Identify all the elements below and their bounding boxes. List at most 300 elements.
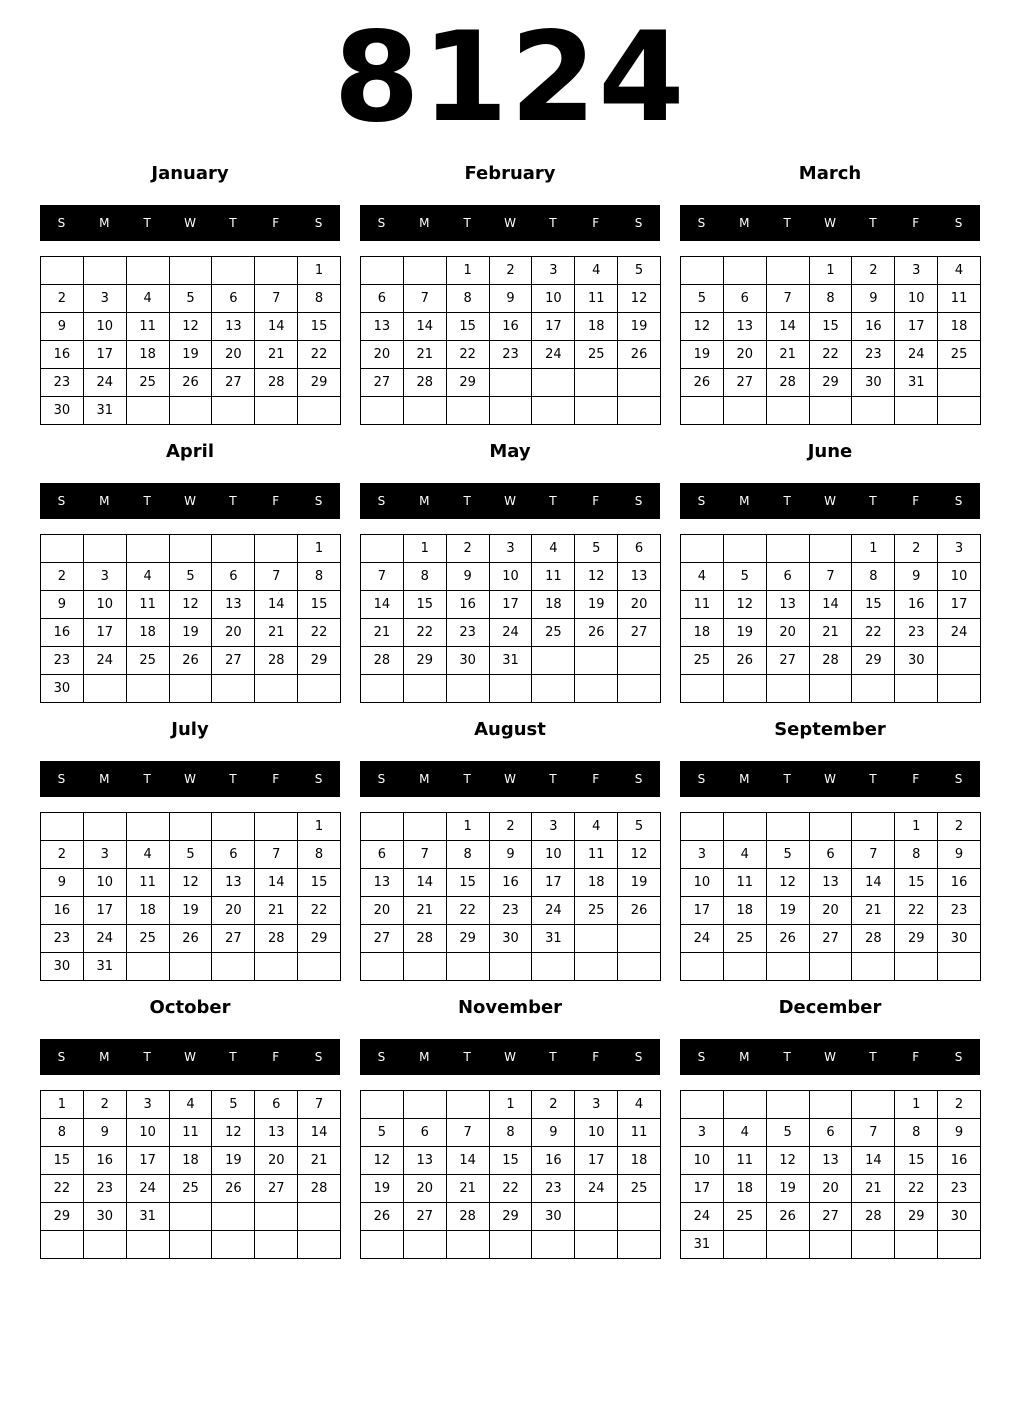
day-cell: 11 <box>532 563 575 591</box>
days-grid <box>680 1090 981 1259</box>
day-cell: 20 <box>255 1147 298 1175</box>
empty-day-cell <box>810 535 853 563</box>
day-cell: 1 <box>298 813 341 841</box>
day-cell: 19 <box>170 619 213 647</box>
empty-day-cell <box>852 675 895 703</box>
day-cell: 24 <box>532 897 575 925</box>
day-cell: 16 <box>490 869 533 897</box>
day-cell: 16 <box>84 1147 127 1175</box>
weekday-label: S <box>697 216 706 230</box>
weekday-label: F <box>912 216 920 230</box>
day-cell: 15 <box>298 591 341 619</box>
weekday-label: S <box>954 216 963 230</box>
day-cell: 3 <box>84 563 127 591</box>
day-cell: 30 <box>895 647 938 675</box>
weekday-label: T <box>463 772 471 786</box>
weekday-label: S <box>697 1050 706 1064</box>
day-cell: 29 <box>298 369 341 397</box>
weekday-header <box>40 1039 340 1075</box>
day-cell: 19 <box>361 1175 404 1203</box>
empty-day-cell <box>490 397 533 425</box>
day-cell: 3 <box>127 1091 170 1119</box>
empty-day-cell <box>212 675 255 703</box>
day-cell: 27 <box>810 1203 853 1231</box>
empty-day-cell <box>618 953 661 981</box>
day-cell: 20 <box>810 897 853 925</box>
month-name: November <box>457 997 563 1018</box>
day-cell: 21 <box>767 341 810 369</box>
month-name: June <box>807 441 853 462</box>
day-cell: 12 <box>618 841 661 869</box>
day-cell: 27 <box>212 369 255 397</box>
weekday-label: S <box>697 772 706 786</box>
day-cell: 28 <box>404 369 447 397</box>
day-cell: 27 <box>361 925 404 953</box>
empty-day-cell <box>298 953 341 981</box>
day-cell: 27 <box>810 925 853 953</box>
day-cell: 16 <box>41 341 84 369</box>
weekday-label: W <box>184 1050 196 1064</box>
day-cell: 23 <box>447 619 490 647</box>
day-cell: 30 <box>41 675 84 703</box>
weekday-label: W <box>504 494 516 508</box>
day-cell: 13 <box>618 563 661 591</box>
day-cell: 10 <box>532 841 575 869</box>
day-cell: 16 <box>895 591 938 619</box>
day-cell: 17 <box>127 1147 170 1175</box>
day-cell: 31 <box>127 1203 170 1231</box>
day-cell: 2 <box>41 563 84 591</box>
day-cell: 16 <box>41 897 84 925</box>
weekday-label: M <box>99 494 110 508</box>
weekday-label: T <box>143 494 151 508</box>
weekday-label: M <box>739 494 750 508</box>
day-cell: 18 <box>575 313 618 341</box>
day-cell: 22 <box>810 341 853 369</box>
day-cell: 4 <box>575 257 618 285</box>
day-cell: 11 <box>127 313 170 341</box>
weekday-label: T <box>229 494 237 508</box>
empty-day-cell <box>170 675 213 703</box>
days-grid <box>40 1090 341 1259</box>
empty-day-cell <box>447 1091 490 1119</box>
weekday-label: T <box>869 772 877 786</box>
empty-day-cell <box>724 1091 767 1119</box>
day-cell: 3 <box>532 257 575 285</box>
empty-day-cell <box>170 535 213 563</box>
day-cell: 13 <box>810 1147 853 1175</box>
empty-day-cell <box>404 257 447 285</box>
empty-day-cell <box>618 1231 661 1259</box>
empty-day-cell <box>255 257 298 285</box>
empty-day-cell <box>532 369 575 397</box>
empty-day-cell <box>170 397 213 425</box>
day-cell: 12 <box>361 1147 404 1175</box>
day-cell: 6 <box>810 1119 853 1147</box>
day-cell: 20 <box>724 341 767 369</box>
weekday-label: W <box>824 1050 836 1064</box>
day-cell: 11 <box>938 285 981 313</box>
day-cell: 1 <box>490 1091 533 1119</box>
empty-day-cell <box>767 397 810 425</box>
weekday-label: T <box>463 1050 471 1064</box>
day-cell: 24 <box>681 1203 724 1231</box>
day-cell: 25 <box>127 647 170 675</box>
day-cell: 25 <box>681 647 724 675</box>
day-cell: 7 <box>447 1119 490 1147</box>
day-cell: 17 <box>84 619 127 647</box>
empty-day-cell <box>255 397 298 425</box>
day-cell: 1 <box>41 1091 84 1119</box>
day-cell: 21 <box>361 619 404 647</box>
empty-day-cell <box>212 813 255 841</box>
empty-day-cell <box>895 1231 938 1259</box>
empty-day-cell <box>575 397 618 425</box>
empty-day-cell <box>724 1231 767 1259</box>
day-cell: 29 <box>404 647 447 675</box>
day-cell: 20 <box>767 619 810 647</box>
empty-day-cell <box>447 1231 490 1259</box>
day-cell: 24 <box>895 341 938 369</box>
days-grid <box>40 256 341 425</box>
day-cell: 11 <box>170 1119 213 1147</box>
day-cell: 28 <box>255 647 298 675</box>
days-grid <box>680 256 981 425</box>
weekday-label: T <box>463 494 471 508</box>
day-cell: 12 <box>575 563 618 591</box>
weekday-header <box>680 761 980 797</box>
empty-day-cell <box>255 675 298 703</box>
empty-day-cell <box>938 1231 981 1259</box>
day-cell: 10 <box>127 1119 170 1147</box>
day-cell: 13 <box>361 869 404 897</box>
day-cell: 14 <box>255 869 298 897</box>
day-cell: 6 <box>724 285 767 313</box>
day-cell: 18 <box>127 897 170 925</box>
weekday-label: M <box>99 216 110 230</box>
day-cell: 31 <box>490 647 533 675</box>
day-cell: 24 <box>84 369 127 397</box>
day-cell: 28 <box>767 369 810 397</box>
empty-day-cell <box>618 397 661 425</box>
day-cell: 24 <box>681 925 724 953</box>
weekday-label: M <box>739 772 750 786</box>
day-cell: 1 <box>810 257 853 285</box>
day-cell: 21 <box>255 619 298 647</box>
day-cell: 11 <box>127 869 170 897</box>
empty-day-cell <box>361 1091 404 1119</box>
weekday-label: T <box>463 216 471 230</box>
weekday-label: T <box>229 772 237 786</box>
month-name: August <box>474 719 546 740</box>
day-cell: 6 <box>361 841 404 869</box>
day-cell: 19 <box>767 897 810 925</box>
day-cell: 19 <box>767 1175 810 1203</box>
empty-day-cell <box>575 369 618 397</box>
weekday-header <box>40 205 340 241</box>
day-cell: 17 <box>681 1175 724 1203</box>
weekday-label: F <box>592 216 600 230</box>
day-cell: 9 <box>84 1119 127 1147</box>
empty-day-cell <box>767 813 810 841</box>
weekday-label: F <box>912 1050 920 1064</box>
day-cell: 18 <box>127 619 170 647</box>
day-cell: 6 <box>255 1091 298 1119</box>
day-cell: 24 <box>938 619 981 647</box>
weekday-label: W <box>504 216 516 230</box>
empty-day-cell <box>84 813 127 841</box>
day-cell: 20 <box>212 341 255 369</box>
day-cell: 4 <box>127 841 170 869</box>
day-cell: 14 <box>255 313 298 341</box>
day-cell: 24 <box>84 925 127 953</box>
day-cell: 21 <box>447 1175 490 1203</box>
day-cell: 16 <box>852 313 895 341</box>
empty-day-cell <box>41 813 84 841</box>
weekday-label: T <box>783 216 791 230</box>
weekday-label: S <box>377 1050 386 1064</box>
day-cell: 22 <box>490 1175 533 1203</box>
weekday-label: T <box>549 772 557 786</box>
day-cell: 2 <box>852 257 895 285</box>
day-cell: 23 <box>84 1175 127 1203</box>
day-cell: 7 <box>404 841 447 869</box>
day-cell: 7 <box>255 841 298 869</box>
empty-day-cell <box>212 397 255 425</box>
day-cell: 10 <box>84 869 127 897</box>
empty-day-cell <box>895 953 938 981</box>
weekday-label: T <box>229 1050 237 1064</box>
empty-day-cell <box>724 813 767 841</box>
days-grid <box>680 534 981 703</box>
day-cell: 30 <box>84 1203 127 1231</box>
weekday-label: S <box>697 494 706 508</box>
day-cell: 19 <box>575 591 618 619</box>
day-cell: 5 <box>618 813 661 841</box>
day-cell: 15 <box>447 869 490 897</box>
empty-day-cell <box>938 675 981 703</box>
day-cell: 9 <box>490 285 533 313</box>
day-cell: 20 <box>361 897 404 925</box>
day-cell: 10 <box>681 1147 724 1175</box>
weekday-header <box>360 1039 660 1075</box>
empty-day-cell <box>532 675 575 703</box>
empty-day-cell <box>938 953 981 981</box>
day-cell: 13 <box>810 869 853 897</box>
weekday-label: S <box>314 772 323 786</box>
day-cell: 31 <box>681 1231 724 1259</box>
day-cell: 31 <box>532 925 575 953</box>
empty-day-cell <box>681 813 724 841</box>
empty-day-cell <box>404 397 447 425</box>
day-cell: 10 <box>84 313 127 341</box>
day-cell: 1 <box>447 813 490 841</box>
empty-day-cell <box>361 953 404 981</box>
day-cell: 20 <box>618 591 661 619</box>
day-cell: 29 <box>490 1203 533 1231</box>
day-cell: 26 <box>170 369 213 397</box>
day-cell: 22 <box>447 341 490 369</box>
empty-day-cell <box>490 675 533 703</box>
day-cell: 15 <box>810 313 853 341</box>
empty-day-cell <box>361 257 404 285</box>
day-cell: 16 <box>938 1147 981 1175</box>
empty-day-cell <box>575 647 618 675</box>
weekday-label: W <box>824 216 836 230</box>
empty-day-cell <box>767 257 810 285</box>
day-cell: 11 <box>724 1147 767 1175</box>
day-cell: 19 <box>170 897 213 925</box>
weekday-label: W <box>184 772 196 786</box>
day-cell: 22 <box>895 897 938 925</box>
weekday-label: W <box>504 1050 516 1064</box>
empty-day-cell <box>810 953 853 981</box>
day-cell: 27 <box>724 369 767 397</box>
day-cell: 18 <box>724 897 767 925</box>
day-cell: 8 <box>404 563 447 591</box>
empty-day-cell <box>84 535 127 563</box>
day-cell: 23 <box>938 897 981 925</box>
day-cell: 30 <box>532 1203 575 1231</box>
day-cell: 29 <box>852 647 895 675</box>
day-cell: 30 <box>490 925 533 953</box>
day-cell: 9 <box>938 841 981 869</box>
day-cell: 27 <box>255 1175 298 1203</box>
empty-day-cell <box>532 1231 575 1259</box>
empty-day-cell <box>84 257 127 285</box>
weekday-label: T <box>869 494 877 508</box>
empty-day-cell <box>255 953 298 981</box>
empty-day-cell <box>724 535 767 563</box>
weekday-label: F <box>592 1050 600 1064</box>
weekday-label: S <box>57 772 66 786</box>
day-cell: 17 <box>681 897 724 925</box>
day-cell: 11 <box>724 869 767 897</box>
day-cell: 18 <box>532 591 575 619</box>
weekday-label: T <box>869 1050 877 1064</box>
day-cell: 25 <box>575 897 618 925</box>
day-cell: 14 <box>404 313 447 341</box>
day-cell: 20 <box>810 1175 853 1203</box>
day-cell: 28 <box>255 369 298 397</box>
day-cell: 26 <box>212 1175 255 1203</box>
day-cell: 9 <box>852 285 895 313</box>
day-cell: 3 <box>84 285 127 313</box>
empty-day-cell <box>447 953 490 981</box>
weekday-label: F <box>272 494 280 508</box>
day-cell: 8 <box>895 841 938 869</box>
day-cell: 8 <box>41 1119 84 1147</box>
day-cell: 27 <box>618 619 661 647</box>
day-cell: 22 <box>298 341 341 369</box>
day-cell: 7 <box>255 563 298 591</box>
day-cell: 4 <box>170 1091 213 1119</box>
day-cell: 18 <box>724 1175 767 1203</box>
empty-day-cell <box>767 535 810 563</box>
weekday-label: T <box>229 216 237 230</box>
day-cell: 13 <box>212 869 255 897</box>
empty-day-cell <box>212 535 255 563</box>
empty-day-cell <box>681 535 724 563</box>
day-cell: 14 <box>852 1147 895 1175</box>
day-cell: 5 <box>767 841 810 869</box>
weekday-label: M <box>99 772 110 786</box>
empty-day-cell <box>575 925 618 953</box>
day-cell: 9 <box>41 869 84 897</box>
weekday-label: W <box>184 494 196 508</box>
day-cell: 5 <box>170 285 213 313</box>
weekday-label: T <box>549 216 557 230</box>
day-cell: 15 <box>298 869 341 897</box>
day-cell: 14 <box>255 591 298 619</box>
day-cell: 21 <box>852 897 895 925</box>
empty-day-cell <box>127 1231 170 1259</box>
empty-day-cell <box>298 397 341 425</box>
day-cell: 4 <box>575 813 618 841</box>
weekday-label: M <box>419 216 430 230</box>
empty-day-cell <box>127 397 170 425</box>
year-title: 8124 <box>333 6 687 150</box>
day-cell: 29 <box>447 925 490 953</box>
day-cell: 29 <box>895 1203 938 1231</box>
empty-day-cell <box>212 1203 255 1231</box>
day-cell: 4 <box>724 841 767 869</box>
day-cell: 2 <box>532 1091 575 1119</box>
day-cell: 9 <box>490 841 533 869</box>
day-cell: 27 <box>212 925 255 953</box>
day-cell: 13 <box>255 1119 298 1147</box>
empty-day-cell <box>41 535 84 563</box>
empty-day-cell <box>575 953 618 981</box>
empty-day-cell <box>41 257 84 285</box>
day-cell: 9 <box>938 1119 981 1147</box>
day-cell: 5 <box>170 563 213 591</box>
day-cell: 16 <box>490 313 533 341</box>
day-cell: 24 <box>532 341 575 369</box>
day-cell: 22 <box>298 619 341 647</box>
day-cell: 10 <box>84 591 127 619</box>
day-cell: 4 <box>127 285 170 313</box>
day-cell: 15 <box>404 591 447 619</box>
day-cell: 11 <box>575 285 618 313</box>
day-cell: 28 <box>255 925 298 953</box>
day-cell: 30 <box>41 397 84 425</box>
day-cell: 8 <box>298 563 341 591</box>
day-cell: 1 <box>404 535 447 563</box>
empty-day-cell <box>618 369 661 397</box>
weekday-label: T <box>869 216 877 230</box>
day-cell: 7 <box>852 841 895 869</box>
day-cell: 13 <box>767 591 810 619</box>
day-cell: 10 <box>681 869 724 897</box>
day-cell: 5 <box>361 1119 404 1147</box>
empty-day-cell <box>361 813 404 841</box>
empty-day-cell <box>852 1091 895 1119</box>
empty-day-cell <box>724 257 767 285</box>
empty-day-cell <box>447 397 490 425</box>
day-cell: 4 <box>618 1091 661 1119</box>
weekday-label: F <box>272 216 280 230</box>
empty-day-cell <box>852 953 895 981</box>
weekday-header <box>360 483 660 519</box>
empty-day-cell <box>724 675 767 703</box>
day-cell: 7 <box>810 563 853 591</box>
day-cell: 18 <box>575 869 618 897</box>
day-cell: 19 <box>170 341 213 369</box>
day-cell: 17 <box>575 1147 618 1175</box>
month-name: May <box>489 441 531 462</box>
empty-day-cell <box>298 1203 341 1231</box>
